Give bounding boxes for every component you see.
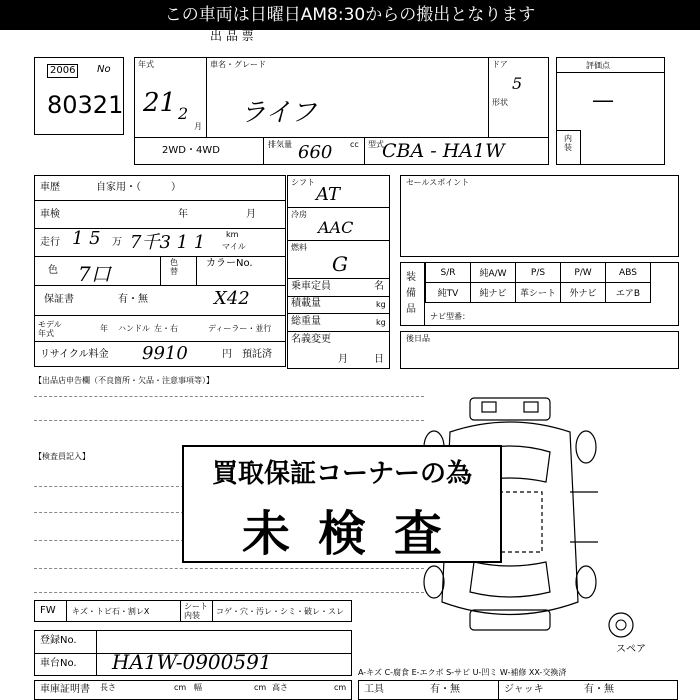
km-label: km — [226, 230, 239, 239]
soubi-label: 装備品 — [406, 272, 416, 315]
yen-label: 円 — [222, 349, 232, 360]
katashiki-value: CBA - HA1W — [382, 140, 505, 162]
shift-value: AT — [316, 184, 341, 205]
sales-point-box — [400, 175, 679, 257]
cm-label-2: cm — [254, 683, 267, 692]
kogu-options: 有・無 — [430, 684, 460, 695]
sheet-title: 出 品 票 — [210, 29, 254, 43]
equipment-item: 革シート — [516, 283, 561, 303]
yotaku-label: 預託済 — [242, 349, 272, 360]
nenryo-value: G — [332, 252, 348, 276]
haba-label: 幅 — [194, 683, 202, 692]
shadai-label: 車台No. — [40, 658, 77, 669]
sekisai-label: 積載量 — [291, 298, 321, 309]
sekisai-unit: kg — [376, 300, 386, 309]
equipment-item: P/W — [561, 263, 606, 283]
equipment-item: ABS — [606, 263, 651, 283]
shift-label: シフト — [291, 178, 315, 187]
lot-no-mark: No — [97, 64, 111, 75]
hyoka-value: — — [592, 88, 614, 113]
iro-kae-label: 色替 — [170, 258, 178, 276]
meigi-label: 名義変更 — [291, 334, 331, 345]
dealer-label: ディーラー・並行 — [208, 324, 272, 333]
handle-options: 左・右 — [154, 324, 178, 333]
katashiki-label: 型式 — [368, 140, 384, 149]
equipment-item: 純A/W — [471, 263, 516, 283]
rekishi-options: 自家用・（ ） — [96, 182, 181, 193]
jousha-label: 乗車定員 — [291, 281, 331, 292]
navi-model-label: ナビ型番： — [430, 312, 470, 321]
sales-point-label: セールスポイント — [406, 178, 470, 187]
later-items-label: 後日品 — [406, 334, 430, 343]
stamp-line1: 買取保証コーナーの為 — [211, 459, 472, 489]
door-value: 5 — [512, 74, 523, 93]
inspector-notes-label: 【検査員記入】 — [34, 452, 90, 461]
fw-label: FW — [40, 605, 56, 616]
cm-label-3: cm — [334, 683, 347, 692]
shamei-value: ライフ — [240, 98, 317, 128]
recycle-value: 9910 — [142, 343, 188, 364]
cm-label-1: cm — [174, 683, 187, 692]
soko-label: 走行 — [40, 237, 60, 248]
drive-label: 2WD・4WD — [162, 145, 220, 156]
nagasa-label: 長さ — [100, 683, 116, 692]
stamp-line2: 未検査 — [241, 506, 470, 562]
shaken-label: 車検 — [40, 209, 60, 220]
shuppin-note-label: 【出品店申告欄（不良箇所・欠品・注意事項等）】 — [34, 376, 214, 385]
shaken-year-label: 年 — [178, 209, 188, 220]
jack-options: 有・無 — [584, 684, 614, 695]
naiso-label: 内装 — [564, 134, 572, 152]
nenshiki-value: 21 — [143, 88, 177, 118]
man-label: 万 — [112, 237, 122, 248]
later-items-box — [400, 331, 679, 369]
meigi-day-label: 日 — [374, 354, 384, 365]
lot-box — [34, 57, 124, 135]
haikiryo-label: 排気量 — [268, 140, 292, 149]
hosho-options: 有・無 — [118, 294, 148, 305]
getsu-value: 2 — [178, 104, 189, 123]
spare-label: スペア — [616, 644, 646, 655]
soko-rest-value: 7千3 1 1 — [130, 232, 206, 253]
reibo-value: AAC — [318, 218, 354, 237]
getsu-unit: 月 — [194, 122, 202, 131]
soju-label: 総重量 — [291, 316, 321, 327]
model-year-label: モデル年式 — [38, 320, 62, 338]
iro-label: 色 — [48, 265, 58, 276]
damage-legend: A-キズ C-腐食 E-エクボ S-サビ U-凹ミ W-補修 XX-交換済 — [358, 668, 567, 677]
handle-label: ハンドル — [118, 324, 150, 333]
lot-number: 80321 — [47, 91, 124, 119]
shadai-value: HA1W-0900591 — [112, 650, 272, 674]
nenryo-label: 燃料 — [291, 243, 307, 252]
inspection-stamp — [182, 445, 502, 563]
seat-label: シート内装 — [184, 602, 208, 620]
haikiryo-value: 660 — [298, 142, 333, 163]
jack-label: ジャッキ — [504, 684, 544, 695]
reibo-label: 冷房 — [291, 210, 307, 219]
shaken-month-label: 月 — [246, 209, 256, 220]
equipment-grid — [425, 262, 651, 303]
nenshiki-label: 年式 — [138, 60, 154, 69]
hosho-label: 保証書 — [44, 294, 74, 305]
model-year-unit: 年 — [100, 324, 108, 333]
fw-desc: キズ・トビ石・割レX — [72, 607, 150, 616]
equipment-item: 純ナビ — [471, 283, 516, 303]
seat-desc: コゲ・穴・汚レ・シミ・破レ・スレ — [216, 607, 344, 616]
spare-tire-icon — [606, 610, 636, 640]
takasa-label: 高さ — [272, 683, 288, 692]
hyoka-label: 評価点 — [586, 61, 610, 70]
equipment-item: S/R — [426, 263, 471, 283]
color-no-label: カラーNo. — [206, 258, 253, 269]
equipment-item: エアB — [606, 283, 651, 303]
door-label: ドア — [492, 60, 508, 69]
equipment-item: 純TV — [426, 283, 471, 303]
meigi-month-label: 月 — [338, 354, 348, 365]
lot-year-code: 2006 — [47, 64, 78, 78]
equipment-item: P/S — [516, 263, 561, 283]
color-no-value: X42 — [214, 288, 250, 309]
shamei-label: 車名・グレード — [210, 60, 266, 69]
iro-value: 7口 — [78, 262, 111, 286]
announcement-banner: この車両は日曜日AM8:30からの搬出となります — [0, 0, 700, 30]
soju-unit: kg — [376, 318, 386, 327]
rekishi-label: 車歴 — [40, 182, 60, 193]
equipment-item: 外ナビ — [561, 283, 606, 303]
katachi-label: 形状 — [492, 98, 508, 107]
soko-man-value: 1 5 — [72, 228, 101, 249]
cc-label: cc — [350, 140, 359, 149]
recycle-label: リサイクル料金 — [40, 349, 109, 360]
shako-label: 車庫証明書 — [40, 684, 90, 695]
jousha-unit: 名 — [374, 281, 384, 292]
mile-label: マイル — [222, 242, 246, 251]
touroku-no-label: 登録No. — [40, 635, 77, 646]
kogu-label: 工具 — [364, 684, 384, 695]
